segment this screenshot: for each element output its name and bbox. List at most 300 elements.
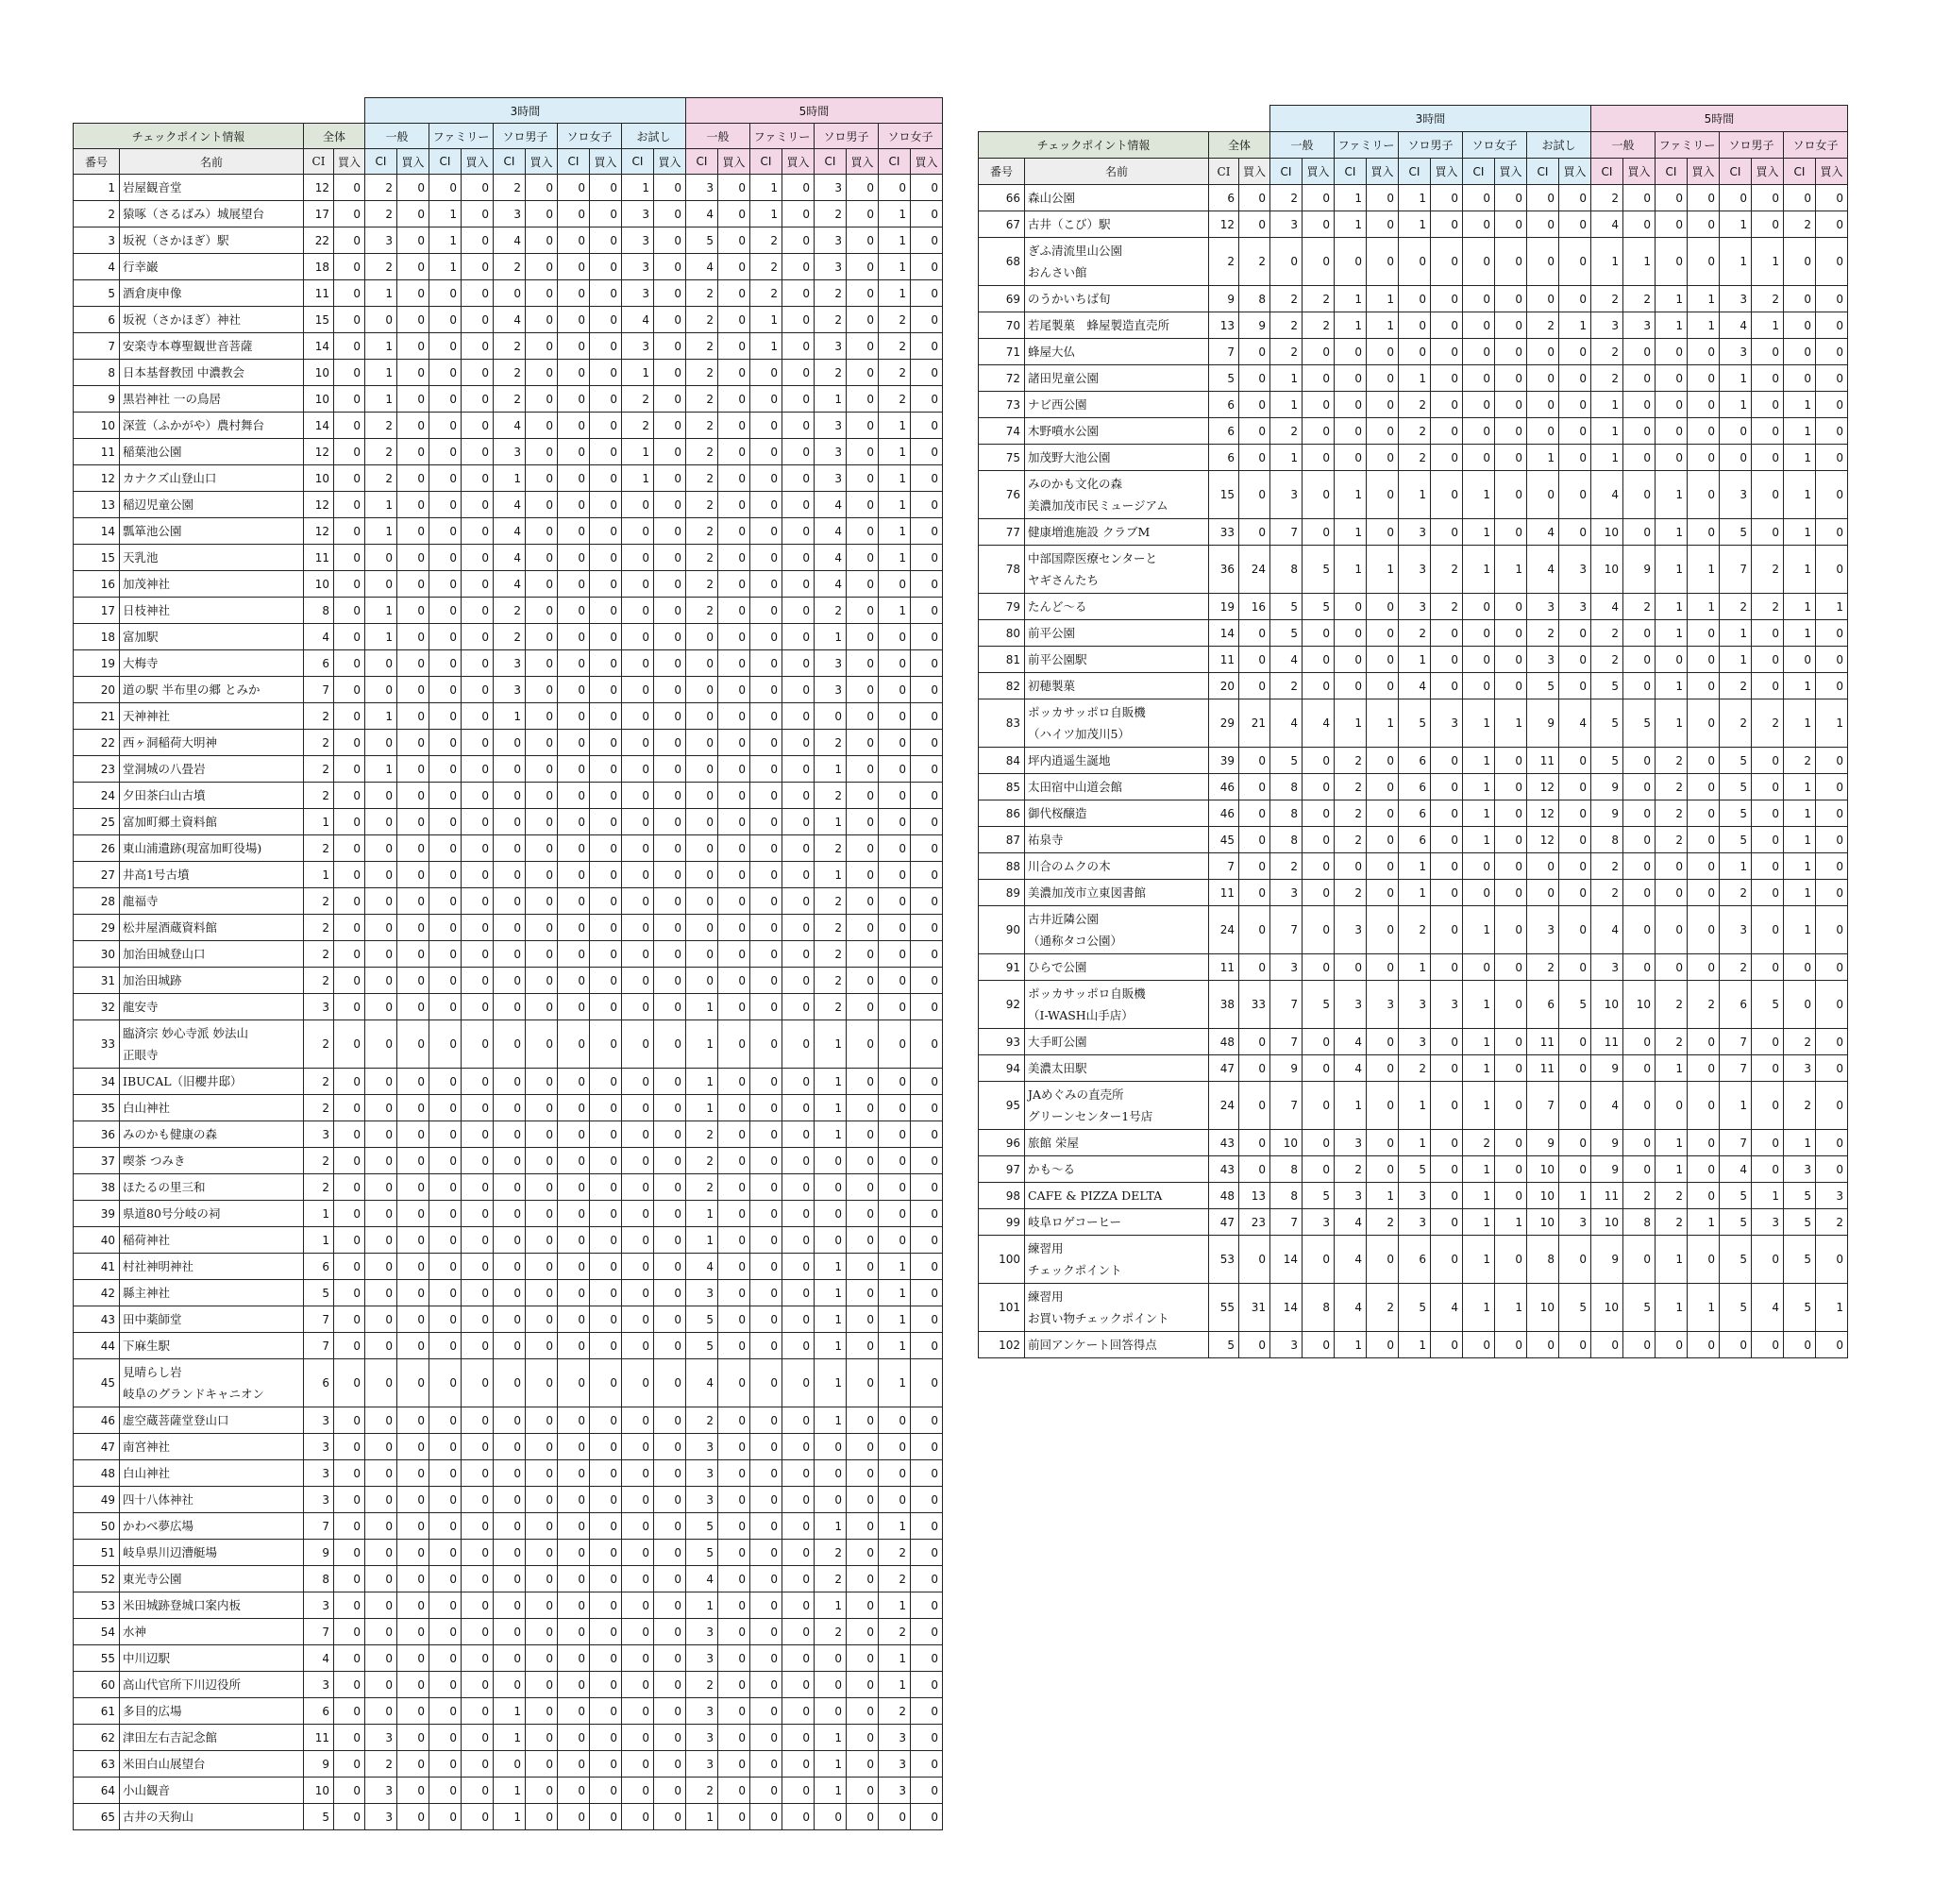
value-cell: 0 — [334, 1460, 365, 1487]
value-cell: 0 — [558, 1407, 590, 1434]
header-name: 名前 — [1025, 159, 1209, 185]
value-cell: 2 — [304, 730, 334, 756]
value-cell: 0 — [1816, 546, 1848, 594]
table-row — [979, 620, 1848, 647]
value-cell: 0 — [494, 1407, 526, 1434]
value-cell: 0 — [879, 650, 911, 677]
value-cell: 0 — [1752, 620, 1784, 647]
value-cell: 0 — [429, 1540, 462, 1566]
value-cell: 0 — [654, 492, 686, 518]
value-cell: 1 — [1688, 546, 1720, 594]
checkpoint-name: みのかも健康の森 — [120, 1121, 304, 1148]
value-cell: 0 — [847, 360, 879, 386]
value-cell: 1 — [1495, 546, 1527, 594]
value-cell: 5 — [1559, 981, 1591, 1029]
header-number: 番号 — [979, 159, 1025, 185]
value-cell: 12 — [1527, 800, 1559, 827]
checkpoint-name: 木野噴水公園 — [1025, 418, 1209, 445]
value-cell: 0 — [1239, 1236, 1270, 1284]
checkpoint-name: 加茂神社 — [120, 571, 304, 598]
value-cell: 2 — [879, 1566, 911, 1592]
row-number: 15 — [74, 545, 120, 571]
value-cell: 0 — [718, 1148, 750, 1174]
table-row — [979, 1055, 1848, 1082]
value-cell: 1 — [429, 227, 462, 254]
checkpoint-name: 東山浦遺跡(現富加町役場) — [120, 835, 304, 862]
value-cell: 0 — [847, 1487, 879, 1513]
value-cell: 0 — [1367, 238, 1399, 286]
value-cell: 0 — [718, 280, 750, 307]
value-cell: 4 — [494, 518, 526, 545]
value-cell: 0 — [526, 783, 558, 809]
value-cell: 0 — [590, 941, 622, 968]
value-cell: 0 — [494, 994, 526, 1020]
value-cell: 0 — [1431, 418, 1463, 445]
value-cell: 0 — [911, 1778, 943, 1804]
value-cell: 0 — [911, 227, 943, 254]
value-cell: 0 — [334, 968, 365, 994]
value-cell: 0 — [1623, 1332, 1656, 1358]
header-5h-buy: 買入 — [1623, 159, 1656, 185]
value-cell: 0 — [718, 1227, 750, 1254]
value-cell: 0 — [654, 439, 686, 465]
value-cell: 0 — [1816, 1029, 1848, 1055]
value-cell: 0 — [879, 1095, 911, 1121]
value-cell: 2 — [686, 1778, 718, 1804]
value-cell: 18 — [304, 254, 334, 280]
header-3h-solo-female: ソロ女子 — [558, 124, 622, 149]
value-cell: 2 — [1656, 827, 1688, 853]
value-cell: 10 — [304, 571, 334, 598]
value-cell: 0 — [847, 941, 879, 968]
value-cell: 0 — [494, 1020, 526, 1069]
value-cell: 2 — [1656, 1209, 1688, 1236]
value-cell: 0 — [750, 968, 782, 994]
value-cell: 29 — [1209, 699, 1239, 748]
value-cell: 20 — [1209, 673, 1239, 699]
value-cell: 0 — [590, 545, 622, 571]
value-cell: 0 — [1463, 418, 1495, 445]
value-cell: 3 — [879, 1751, 911, 1778]
value-cell: 0 — [879, 703, 911, 730]
checkpoint-name: みのかも文化の森 美濃加茂市民ミュージアム — [1025, 471, 1209, 519]
value-cell: 1 — [1656, 312, 1688, 339]
value-cell: 0 — [590, 1333, 622, 1359]
value-cell: 0 — [718, 888, 750, 915]
value-cell: 0 — [782, 518, 815, 545]
value-cell: 0 — [879, 1460, 911, 1487]
value-cell: 4 — [494, 571, 526, 598]
value-cell: 4 — [1335, 1209, 1367, 1236]
value-cell: 0 — [1623, 1236, 1656, 1284]
value-cell: 1 — [1367, 546, 1399, 594]
value-cell: 0 — [397, 1778, 429, 1804]
row-number: 64 — [74, 1778, 120, 1804]
value-cell: 0 — [1752, 1236, 1784, 1284]
value-cell: 0 — [1303, 800, 1335, 827]
checkpoint-name: 米田白山展望台 — [120, 1751, 304, 1778]
value-cell: 0 — [365, 1020, 397, 1069]
value-cell: 0 — [1623, 339, 1656, 365]
value-cell: 12 — [304, 175, 334, 201]
value-cell: 0 — [654, 175, 686, 201]
value-cell: 3 — [304, 1487, 334, 1513]
value-cell: 0 — [462, 1592, 494, 1619]
value-cell: 10 — [304, 465, 334, 492]
header-name: 名前 — [120, 149, 304, 175]
value-cell: 2 — [1623, 1183, 1656, 1209]
value-cell: 1 — [750, 333, 782, 360]
value-cell: 0 — [558, 968, 590, 994]
value-cell: 1 — [1784, 827, 1816, 853]
value-cell: 0 — [718, 1645, 750, 1672]
value-cell: 1 — [1656, 699, 1688, 748]
value-cell: 0 — [397, 1460, 429, 1487]
value-cell: 0 — [1688, 185, 1720, 211]
value-cell: 9 — [304, 1751, 334, 1778]
value-cell: 3 — [1335, 1130, 1367, 1156]
value-cell: 0 — [365, 1306, 397, 1333]
value-cell: 0 — [1559, 1236, 1591, 1284]
value-cell: 0 — [911, 1359, 943, 1407]
value-cell: 0 — [526, 730, 558, 756]
checkpoint-name: 中川辺駅 — [120, 1645, 304, 1672]
value-cell: 0 — [686, 730, 718, 756]
value-cell: 0 — [462, 598, 494, 624]
value-cell: 0 — [429, 413, 462, 439]
value-cell: 0 — [334, 1751, 365, 1778]
value-cell: 0 — [782, 571, 815, 598]
table-row — [979, 312, 1848, 339]
value-cell: 2 — [1656, 800, 1688, 827]
value-cell: 8 — [304, 1566, 334, 1592]
value-cell: 0 — [334, 598, 365, 624]
value-cell: 0 — [558, 175, 590, 201]
value-cell: 0 — [590, 1174, 622, 1201]
checkpoint-name: 祐泉寺 — [1025, 827, 1209, 853]
value-cell: 0 — [911, 492, 943, 518]
value-cell: 0 — [686, 941, 718, 968]
value-cell: 0 — [622, 809, 654, 835]
value-cell: 0 — [879, 1148, 911, 1174]
table-row — [74, 835, 943, 862]
value-cell: 0 — [1527, 185, 1559, 211]
table-row — [979, 800, 1848, 827]
value-cell: 0 — [590, 413, 622, 439]
value-cell: 0 — [911, 333, 943, 360]
value-cell: 3 — [686, 1487, 718, 1513]
value-cell: 0 — [654, 598, 686, 624]
value-cell: 0 — [911, 254, 943, 280]
value-cell: 0 — [1495, 1332, 1527, 1358]
value-cell: 0 — [558, 465, 590, 492]
value-cell: 6 — [1399, 748, 1431, 774]
row-number: 79 — [979, 594, 1025, 620]
value-cell: 0 — [622, 571, 654, 598]
value-cell: 0 — [1591, 1332, 1623, 1358]
value-cell: 0 — [429, 624, 462, 650]
value-cell: 0 — [1784, 339, 1816, 365]
checkpoint-name: 若尾製菓 蜂屋製造直売所 — [1025, 312, 1209, 339]
value-cell: 7 — [304, 1619, 334, 1645]
value-cell: 2 — [494, 360, 526, 386]
value-cell: 0 — [494, 1201, 526, 1227]
checkpoint-name: 県道80号分岐の祠 — [120, 1201, 304, 1227]
value-cell: 0 — [654, 862, 686, 888]
value-cell: 0 — [750, 1487, 782, 1513]
value-cell: 0 — [1623, 211, 1656, 238]
value-cell: 0 — [718, 439, 750, 465]
value-cell: 0 — [1816, 827, 1848, 853]
value-cell: 1 — [1399, 471, 1431, 519]
value-cell: 1 — [686, 1804, 718, 1830]
value-cell: 0 — [558, 862, 590, 888]
value-cell: 0 — [429, 1201, 462, 1227]
value-cell: 14 — [1209, 620, 1239, 647]
value-cell: 3 — [1270, 880, 1303, 906]
value-cell: 1 — [815, 1513, 847, 1540]
value-cell: 0 — [1688, 339, 1720, 365]
value-cell: 0 — [718, 1174, 750, 1201]
checkpoint-name: 夕田茶臼山古墳 — [120, 783, 304, 809]
value-cell: 0 — [1495, 471, 1527, 519]
value-cell: 0 — [558, 994, 590, 1020]
checkpoint-name: 白山神社 — [120, 1460, 304, 1487]
value-cell: 0 — [750, 730, 782, 756]
value-cell: 0 — [622, 1672, 654, 1698]
value-cell: 0 — [750, 915, 782, 941]
value-cell: 0 — [847, 1254, 879, 1280]
value-cell: 0 — [1495, 1055, 1527, 1082]
value-cell: 0 — [718, 968, 750, 994]
value-cell: 0 — [397, 465, 429, 492]
value-cell: 0 — [558, 1698, 590, 1725]
value-cell: 0 — [654, 1487, 686, 1513]
value-cell: 2 — [1591, 339, 1623, 365]
value-cell: 0 — [590, 624, 622, 650]
value-cell: 1 — [1656, 546, 1688, 594]
value-cell: 4 — [686, 201, 718, 227]
value-cell: 2 — [815, 968, 847, 994]
value-cell: 0 — [494, 1645, 526, 1672]
value-cell: 1 — [1399, 365, 1431, 392]
value-cell: 1 — [879, 518, 911, 545]
value-cell: 0 — [334, 201, 365, 227]
value-cell: 0 — [1303, 185, 1335, 211]
row-number: 99 — [979, 1209, 1025, 1236]
value-cell: 1 — [1688, 286, 1720, 312]
value-cell: 0 — [622, 1804, 654, 1830]
value-cell: 0 — [429, 1306, 462, 1333]
value-cell: 0 — [654, 1672, 686, 1698]
value-cell: 0 — [1367, 827, 1399, 853]
value-cell: 0 — [590, 1201, 622, 1227]
value-cell: 0 — [494, 1227, 526, 1254]
value-cell: 5 — [686, 1333, 718, 1359]
checkpoint-name: 前平公園 — [1025, 620, 1209, 647]
checkpoint-name: 下麻生駅 — [120, 1333, 304, 1359]
value-cell: 0 — [686, 783, 718, 809]
value-cell: 11 — [1209, 954, 1239, 981]
value-cell: 0 — [1367, 339, 1399, 365]
value-cell: 0 — [429, 1254, 462, 1280]
value-cell: 0 — [1239, 519, 1270, 546]
value-cell: 0 — [397, 1619, 429, 1645]
header-5h-ci: CI — [750, 149, 782, 175]
value-cell: 0 — [911, 545, 943, 571]
value-cell: 0 — [558, 1487, 590, 1513]
value-cell: 0 — [494, 1148, 526, 1174]
value-cell: 1 — [879, 1280, 911, 1306]
value-cell: 0 — [526, 888, 558, 915]
value-cell: 1 — [1720, 620, 1752, 647]
value-cell: 5 — [304, 1280, 334, 1306]
value-cell: 0 — [782, 677, 815, 703]
value-cell: 0 — [397, 1201, 429, 1227]
value-cell: 5 — [1720, 1284, 1752, 1332]
value-cell: 0 — [1816, 774, 1848, 800]
value-cell: 5 — [1623, 1284, 1656, 1332]
header-3h-solo-male: ソロ男子 — [494, 124, 558, 149]
value-cell: 0 — [429, 809, 462, 835]
value-cell: 0 — [365, 1121, 397, 1148]
value-cell: 0 — [494, 1460, 526, 1487]
value-cell: 1 — [1656, 1236, 1688, 1284]
value-cell: 0 — [334, 1540, 365, 1566]
value-cell: 0 — [750, 1751, 782, 1778]
value-cell: 2 — [750, 254, 782, 280]
value-cell: 1 — [1752, 238, 1784, 286]
value-cell: 0 — [397, 756, 429, 783]
value-cell: 0 — [397, 650, 429, 677]
value-cell: 0 — [1495, 238, 1527, 286]
value-cell: 3 — [494, 201, 526, 227]
value-cell: 4 — [1335, 1055, 1367, 1082]
value-cell: 0 — [1431, 1209, 1463, 1236]
value-cell: 0 — [911, 280, 943, 307]
row-number: 48 — [74, 1460, 120, 1487]
value-cell: 31 — [1239, 1284, 1270, 1332]
value-cell: 0 — [1688, 445, 1720, 471]
header-3h-buy: 買入 — [590, 149, 622, 175]
value-cell: 9 — [304, 1540, 334, 1566]
value-cell: 1 — [815, 1592, 847, 1619]
value-cell: 2 — [815, 307, 847, 333]
row-number: 51 — [74, 1540, 120, 1566]
value-cell: 1 — [1688, 594, 1720, 620]
value-cell: 0 — [1495, 647, 1527, 673]
value-cell: 1 — [815, 862, 847, 888]
value-cell: 0 — [686, 624, 718, 650]
value-cell: 0 — [558, 492, 590, 518]
value-cell: 5 — [1784, 1183, 1816, 1209]
value-cell: 2 — [815, 783, 847, 809]
value-cell: 0 — [750, 1540, 782, 1566]
value-cell: 0 — [462, 1069, 494, 1095]
value-cell: 0 — [911, 703, 943, 730]
value-cell: 2 — [1720, 880, 1752, 906]
value-cell: 0 — [397, 1306, 429, 1333]
value-cell: 1 — [429, 254, 462, 280]
row-number: 76 — [979, 471, 1025, 519]
value-cell: 0 — [1495, 286, 1527, 312]
value-cell: 17 — [304, 201, 334, 227]
value-cell: 1 — [815, 386, 847, 413]
value-cell: 0 — [558, 1306, 590, 1333]
value-cell: 0 — [847, 1306, 879, 1333]
value-cell: 0 — [526, 1020, 558, 1069]
table-row — [979, 954, 1848, 981]
value-cell: 0 — [654, 730, 686, 756]
header-5h-ci: CI — [1720, 159, 1752, 185]
table-row — [979, 211, 1848, 238]
value-cell: 2 — [1431, 594, 1463, 620]
value-cell: 1 — [1463, 471, 1495, 519]
checkpoint-name: 深萱（ふかがや）農村舞台 — [120, 413, 304, 439]
value-cell: 6 — [304, 1359, 334, 1407]
checkpoint-name: 多目的広場 — [120, 1698, 304, 1725]
value-cell: 0 — [911, 1407, 943, 1434]
value-cell: 3 — [1335, 981, 1367, 1029]
value-cell: 0 — [1527, 880, 1559, 906]
value-cell: 0 — [334, 307, 365, 333]
value-cell: 0 — [1623, 1029, 1656, 1055]
value-cell: 3 — [686, 1725, 718, 1751]
value-cell: 0 — [911, 1020, 943, 1069]
value-cell: 2 — [815, 360, 847, 386]
value-cell: 1 — [365, 518, 397, 545]
value-cell: 1 — [1591, 445, 1623, 471]
value-cell: 1 — [879, 1359, 911, 1407]
value-cell: 0 — [590, 756, 622, 783]
value-cell: 0 — [911, 941, 943, 968]
checkpoint-name: 縣主神社 — [120, 1280, 304, 1306]
value-cell: 0 — [1367, 211, 1399, 238]
value-cell: 3 — [1559, 546, 1591, 594]
value-cell: 48 — [1209, 1183, 1239, 1209]
value-cell: 0 — [1816, 445, 1848, 471]
value-cell: 1 — [879, 492, 911, 518]
value-cell: 0 — [654, 1174, 686, 1201]
value-cell: 0 — [462, 677, 494, 703]
row-number: 46 — [74, 1407, 120, 1434]
value-cell: 0 — [750, 1566, 782, 1592]
value-cell: 0 — [1431, 238, 1463, 286]
value-cell: 0 — [365, 1069, 397, 1095]
value-cell: 0 — [462, 1566, 494, 1592]
value-cell: 7 — [1270, 981, 1303, 1029]
value-cell: 0 — [429, 1407, 462, 1434]
value-cell: 0 — [782, 1804, 815, 1830]
value-cell: 0 — [1431, 339, 1463, 365]
value-cell: 0 — [1335, 954, 1367, 981]
value-cell: 1 — [1784, 392, 1816, 418]
value-cell: 0 — [397, 1227, 429, 1254]
value-cell: 0 — [1303, 238, 1335, 286]
value-cell: 0 — [526, 862, 558, 888]
value-cell: 0 — [782, 439, 815, 465]
value-cell: 0 — [429, 1592, 462, 1619]
value-cell: 2 — [1656, 1183, 1688, 1209]
value-cell: 0 — [1688, 954, 1720, 981]
value-cell: 0 — [365, 1407, 397, 1434]
value-cell: 0 — [429, 360, 462, 386]
value-cell: 0 — [590, 1513, 622, 1540]
value-cell: 0 — [558, 227, 590, 254]
value-cell: 1 — [365, 386, 397, 413]
value-cell: 0 — [429, 307, 462, 333]
value-cell: 0 — [815, 1201, 847, 1227]
